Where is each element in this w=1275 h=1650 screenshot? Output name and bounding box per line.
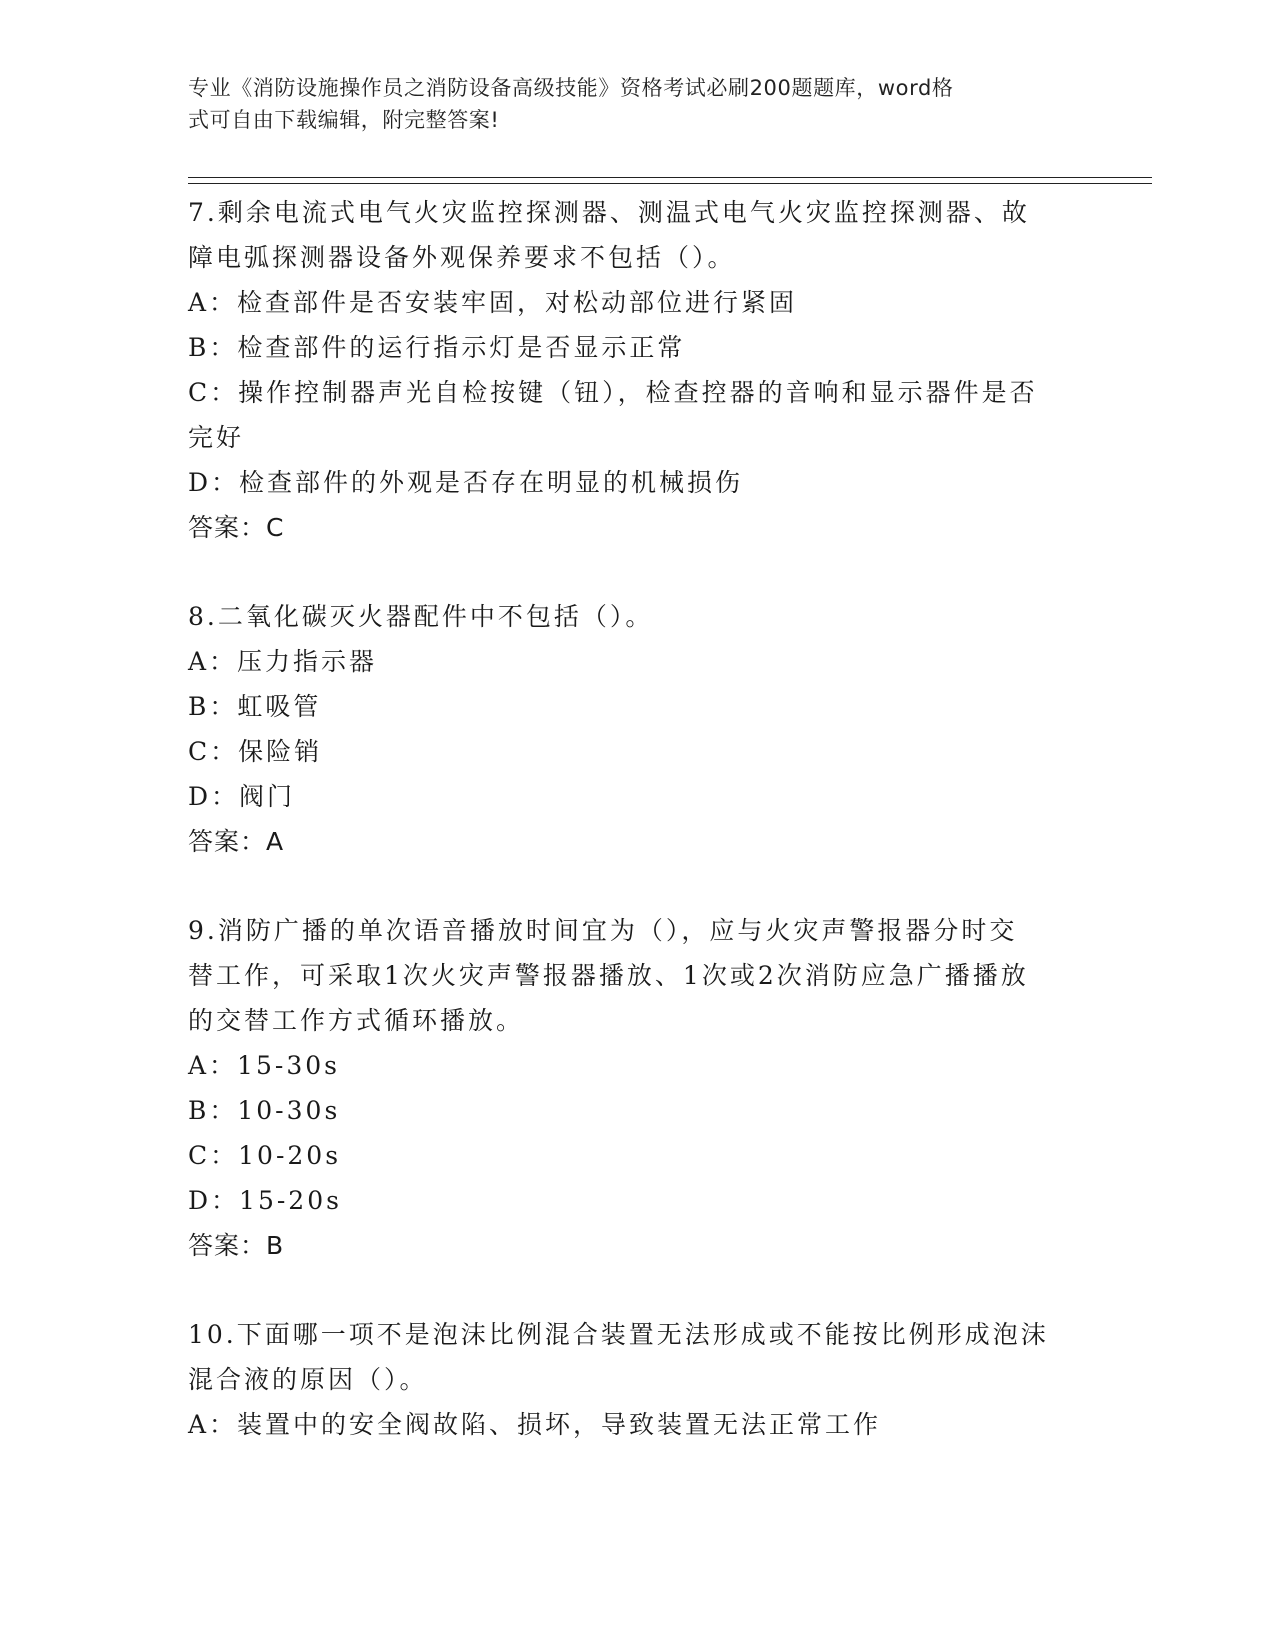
header-divider-bottom bbox=[188, 183, 1152, 184]
header-line-1: 专业《消防设施操作员之消防设备高级技能》资格考试必刷200题题库，word格 bbox=[188, 76, 954, 100]
question-9 bbox=[188, 908, 1088, 1268]
question-list bbox=[188, 190, 1088, 1447]
option-c: C：10-20s bbox=[188, 1141, 342, 1170]
option-a: A：装置中的安全阀故陷、损坏，导致装置无法正常工作 bbox=[188, 1410, 882, 1439]
question-stem: 障电弧探测器设备外观保养要求不包括（）。 bbox=[188, 243, 736, 272]
option-b: B：检查部件的运行指示灯是否显示正常 bbox=[188, 333, 686, 362]
question-stem: 8.二氧化碳灭火器配件中不包括（）。 bbox=[188, 602, 654, 631]
option-b: B：虹吸管 bbox=[188, 692, 322, 721]
question-8 bbox=[188, 594, 1088, 864]
option-c: C：保险销 bbox=[188, 737, 323, 766]
header-divider-top bbox=[188, 177, 1152, 178]
answer-label: 答案：A bbox=[188, 827, 285, 856]
question-stem: 替工作，可采取1次火灾声警报器播放、1次或2次消防应急广播播放 bbox=[188, 961, 1029, 990]
option-d: D：检查部件的外观是否存在明显的机械损伤 bbox=[188, 468, 744, 497]
question-stem: 混合液的原因（）。 bbox=[188, 1365, 428, 1394]
header-line-2: 式可自由下载编辑，附完整答案! bbox=[188, 108, 500, 132]
question-stem: 10.下面哪一项不是泡沫比例混合装置无法形成或不能按比例形成泡沫 bbox=[188, 1320, 1049, 1349]
question-10 bbox=[188, 1312, 1088, 1447]
document-header bbox=[188, 72, 1068, 136]
option-c: C：操作控制器声光自检按键（钮），检查控器的音响和显示器件是否 bbox=[188, 378, 1038, 407]
question-stem: 的交替工作方式循环播放。 bbox=[188, 1006, 525, 1035]
question-stem: 7.剩余电流式电气火灾监控探测器、测温式电气火灾监控探测器、故 bbox=[188, 198, 1030, 227]
option-b: B：10-30s bbox=[188, 1096, 341, 1125]
question-7 bbox=[188, 190, 1088, 550]
option-a: A：压力指示器 bbox=[188, 647, 378, 676]
option-a: A：检查部件是否安装牢固，对松动部位进行紧固 bbox=[188, 288, 798, 317]
option-c-continued: 完好 bbox=[188, 423, 245, 452]
question-stem: 9.消防广播的单次语音播放时间宜为（），应与火灾声警报器分时交 bbox=[188, 916, 1018, 945]
answer-label: 答案：C bbox=[188, 513, 285, 542]
answer-label: 答案：B bbox=[188, 1231, 285, 1260]
option-d: D：阀门 bbox=[188, 782, 296, 811]
option-d: D：15-20s bbox=[188, 1186, 342, 1215]
option-a: A：15-30s bbox=[188, 1051, 340, 1080]
